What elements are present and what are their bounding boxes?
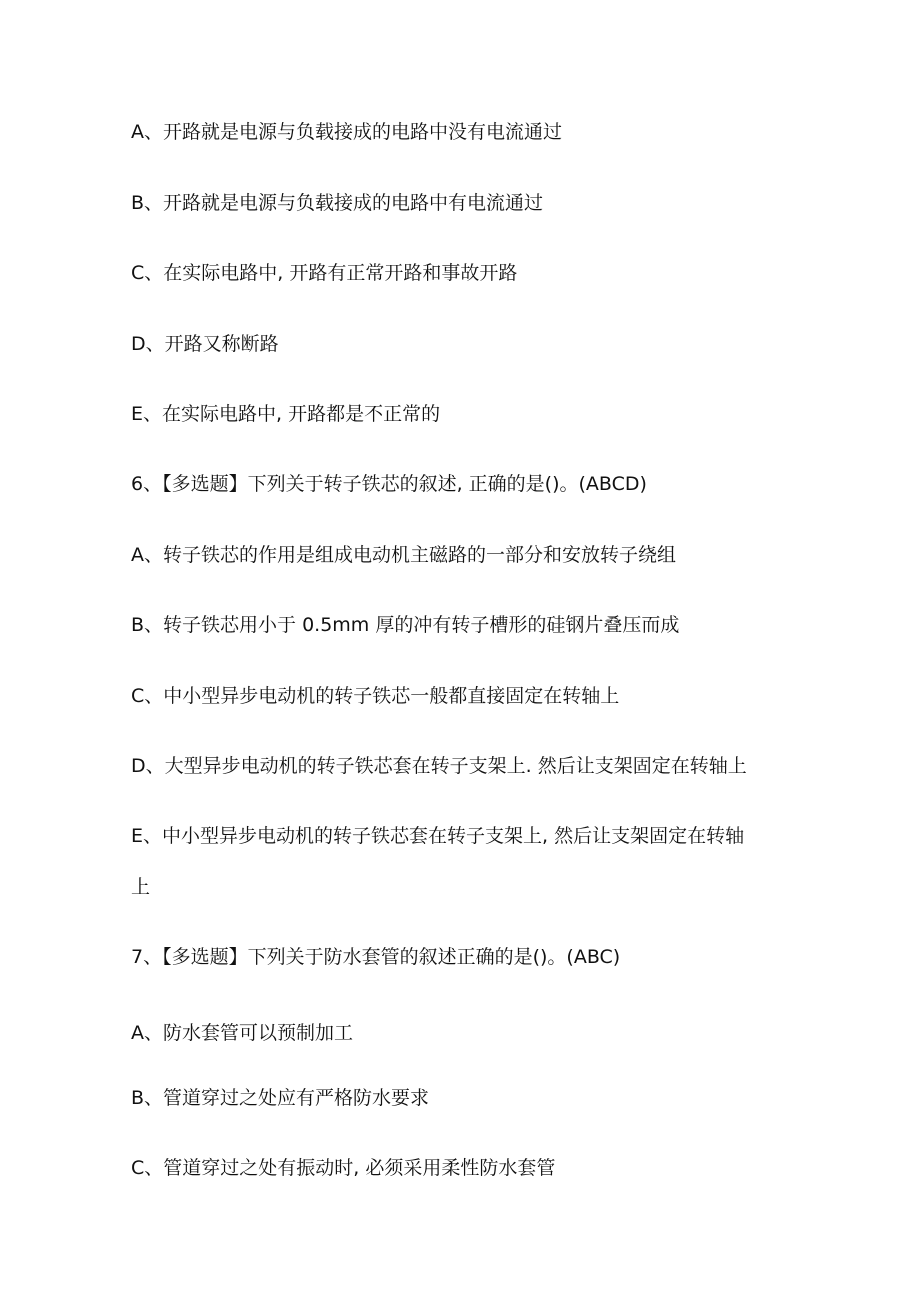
option-7a: A、防水套管可以预制加工	[131, 1022, 353, 1044]
option-7c: C、管道穿过之处有振动时, 必须采用柔性防水套管	[131, 1157, 556, 1179]
question-6: 6、【多选题】下列关于转子铁芯的叙述, 正确的是()。(ABCD)	[131, 473, 647, 495]
option-6b: B、转子铁芯用小于 0.5mm 厚的冲有转子槽形的硅钢片叠压而成	[131, 614, 680, 636]
option-6a: A、转子铁芯的作用是组成电动机主磁路的一部分和安放转子绕组	[131, 544, 676, 566]
option-6e: E、中小型异步电动机的转子铁芯套在转子支架上, 然后让支架固定在转轴	[131, 825, 745, 847]
option-5c: C、在实际电路中, 开路有正常开路和事故开路	[131, 262, 518, 284]
option-5d: D、开路又称断路	[131, 333, 279, 355]
option-7b: B、管道穿过之处应有严格防水要求	[131, 1087, 430, 1109]
option-5a: A、开路就是电源与负载接成的电路中没有电流通过	[131, 121, 562, 143]
option-6c: C、中小型异步电动机的转子铁芯一般都直接固定在转轴上	[131, 685, 620, 707]
option-5e: E、在实际电路中, 开路都是不正常的	[131, 403, 441, 425]
option-6e-continuation: 上	[131, 876, 151, 898]
option-5b: B、开路就是电源与负载接成的电路中有电流通过	[131, 192, 544, 214]
option-6d: D、大型异步电动机的转子铁芯套在转子支架上. 然后让支架固定在转轴上	[131, 755, 747, 777]
question-7: 7、【多选题】下列关于防水套管的叙述正确的是()。(ABC)	[131, 946, 621, 968]
